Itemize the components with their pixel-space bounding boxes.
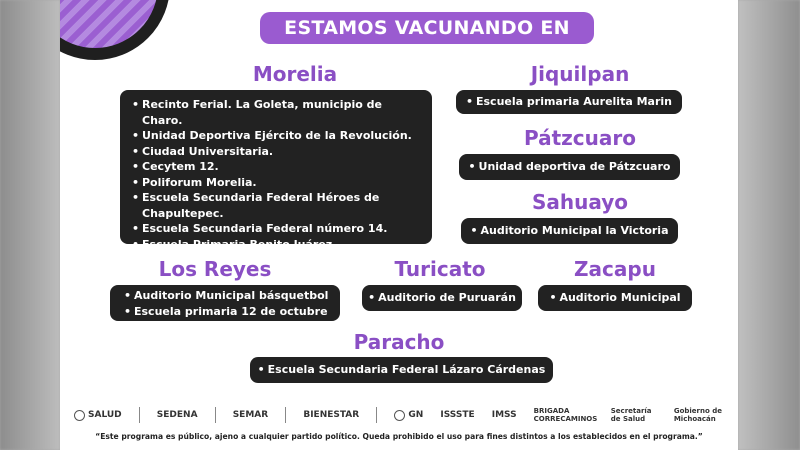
site-item: • Cecytem 12. [132, 159, 422, 175]
city-jiquilpan: Jiquilpan [530, 62, 630, 86]
background-blur-right [738, 0, 800, 450]
logo-sedena: SEDENA [156, 410, 198, 420]
site-item: • Ciudad Universitaria. [132, 144, 422, 160]
logo-bienestar: BIENESTAR [303, 410, 360, 420]
city-sahuayo: Sahuayo [531, 190, 629, 214]
site-item: • Escuela Secundaria Federal número 14. [132, 221, 422, 237]
logo-issste: ISSSTE [440, 410, 475, 420]
site-item: • Escuela primaria Aurelita Marin [466, 94, 672, 110]
logo-gobierno-michoacan: Gobierno de Michoacán [673, 407, 722, 423]
banner-title: ESTAMOS VACUNANDO EN [260, 12, 594, 44]
city-zacapu: Zacapu [574, 257, 656, 281]
site-item: • Poliforum Morelia. [132, 175, 422, 191]
sites-jiquilpan [456, 90, 682, 114]
city-los-reyes: Los Reyes [158, 257, 272, 281]
site-item: • Unidad deportiva de Pátzcuaro [469, 159, 671, 175]
vaccination-poster [60, 0, 738, 450]
city-paracho: Paracho [353, 330, 445, 354]
background-blur-left [0, 0, 60, 450]
divider [139, 407, 140, 423]
city-morelia: Morelia [252, 62, 338, 86]
sites-zacapu [538, 285, 692, 311]
logo-brigada-correcaminos: BRIGADA CORRECAMINOS [533, 407, 598, 423]
divider [285, 407, 286, 423]
sites-patzcuaro [459, 154, 680, 180]
salud-emblem-icon [74, 410, 85, 421]
sites-morelia [120, 90, 432, 251]
site-item: • Auditorio Municipal básquetbol [124, 288, 332, 304]
sites-sahuayo [461, 218, 678, 244]
decorative-circle-icon [60, 0, 170, 60]
logo-gn: GN [394, 410, 423, 421]
gn-emblem-icon [394, 410, 405, 421]
site-item: • Auditorio Municipal [549, 290, 680, 306]
logo-salud: SALUD [74, 410, 122, 421]
site-item: • Escuela Primaria Benito Juárez. [132, 237, 422, 253]
site-item: • Escuela primaria 12 de octubre [124, 304, 332, 320]
sites-los-reyes [110, 285, 340, 321]
site-item: • Auditorio Municipal la Victoria [470, 223, 668, 239]
site-item: • Auditorio de Puruarán [368, 290, 516, 306]
footer-logos [74, 404, 724, 426]
city-turicato: Turicato [394, 257, 486, 281]
site-item: • Escuela Secundaria Federal Lázaro Cárdenas [258, 362, 546, 378]
site-item: • Recinto Ferial. La Goleta, municipio de Charo. [132, 97, 422, 128]
logo-secretaria-salud: Secretaría de Salud [610, 407, 652, 423]
divider [215, 407, 216, 423]
sites-turicato [362, 285, 522, 311]
city-patzcuaro: Pátzcuaro [523, 126, 636, 150]
sites-paracho [250, 357, 553, 383]
site-item: • Escuela Secundaria Federal Héroes de Chapultepec. [132, 190, 422, 221]
site-item: • Unidad Deportiva Ejército de la Revolución. [132, 128, 422, 144]
logo-imss: IMSS [491, 410, 517, 420]
logo-semar: SEMAR [232, 410, 269, 420]
divider [376, 407, 377, 423]
disclaimer-text: “Este programa es público, ajeno a cualquier partido político. Queda prohibido el uso para fines distintos a los establecidos en el programa.” [95, 432, 703, 441]
